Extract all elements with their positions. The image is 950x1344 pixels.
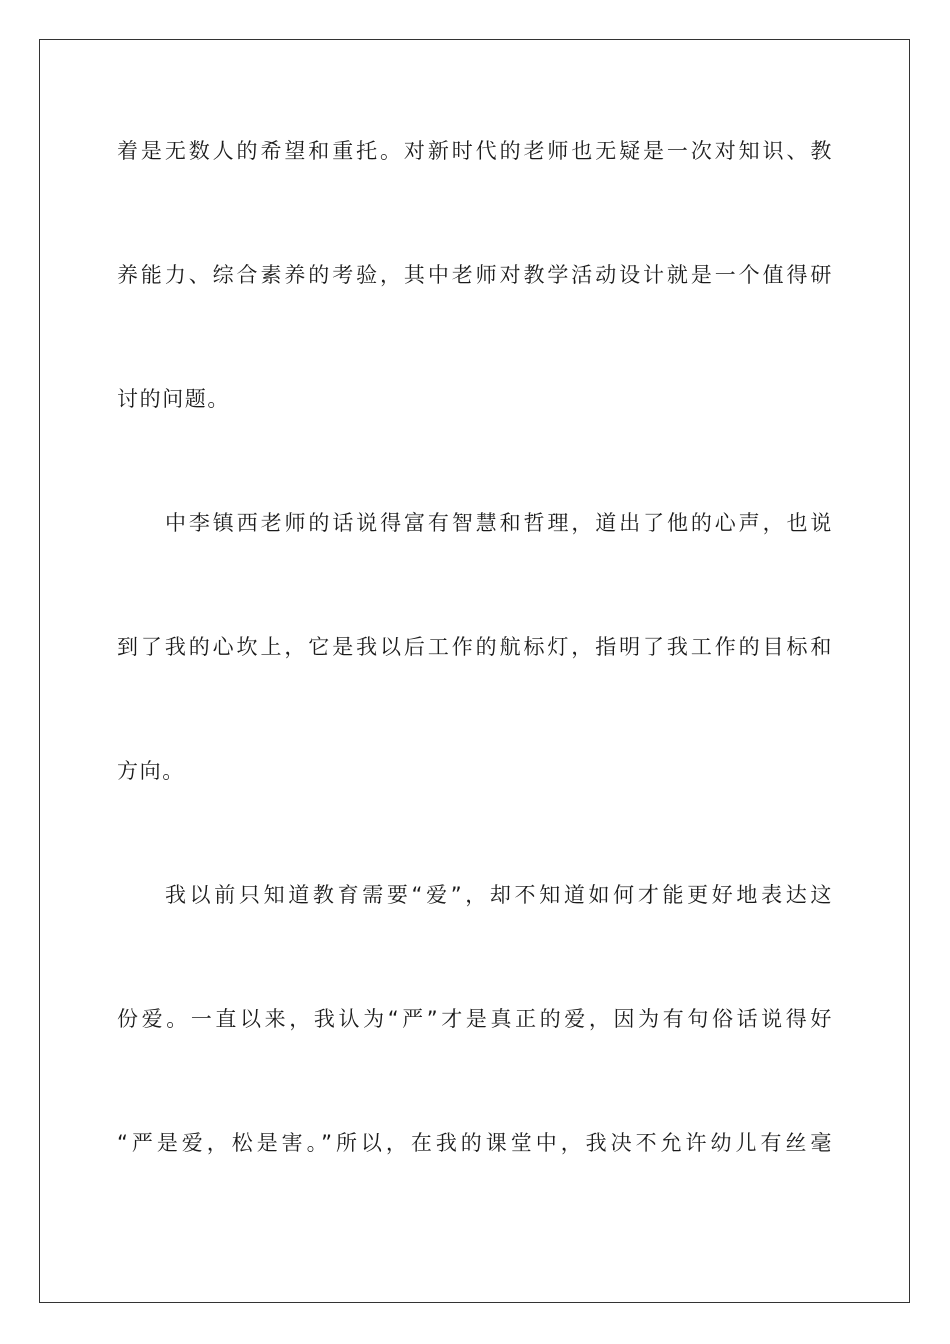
paragraph-line-9: “严是爱，松是害。”所以，在我的课堂中，我决不允许幼儿有丝毫: [117, 1131, 833, 1155]
page-frame: [39, 39, 910, 1303]
paragraph-line-6: 方向。: [117, 759, 185, 783]
paragraph-line-5: 到了我的心坎上，它是我以后工作的航标灯，指明了我工作的目标和: [117, 635, 833, 659]
paragraph-line-7: 我以前只知道教育需要“爱”，却不知道如何才能更好地表达这: [165, 883, 833, 907]
paragraph-line-2: 养能力、综合素养的考验，其中老师对教学活动设计就是一个值得研: [117, 263, 833, 287]
paragraph-line-1: 着是无数人的希望和重托。对新时代的老师也无疑是一次对知识、教: [117, 139, 833, 163]
paragraph-line-4: 中李镇西老师的话说得富有智慧和哲理，道出了他的心声，也说: [165, 511, 833, 535]
paragraph-line-8: 份爱。一直以来，我认为“严”才是真正的爱，因为有句俗话说得好: [117, 1007, 833, 1031]
paragraph-line-3: 讨的问题。: [117, 387, 230, 411]
